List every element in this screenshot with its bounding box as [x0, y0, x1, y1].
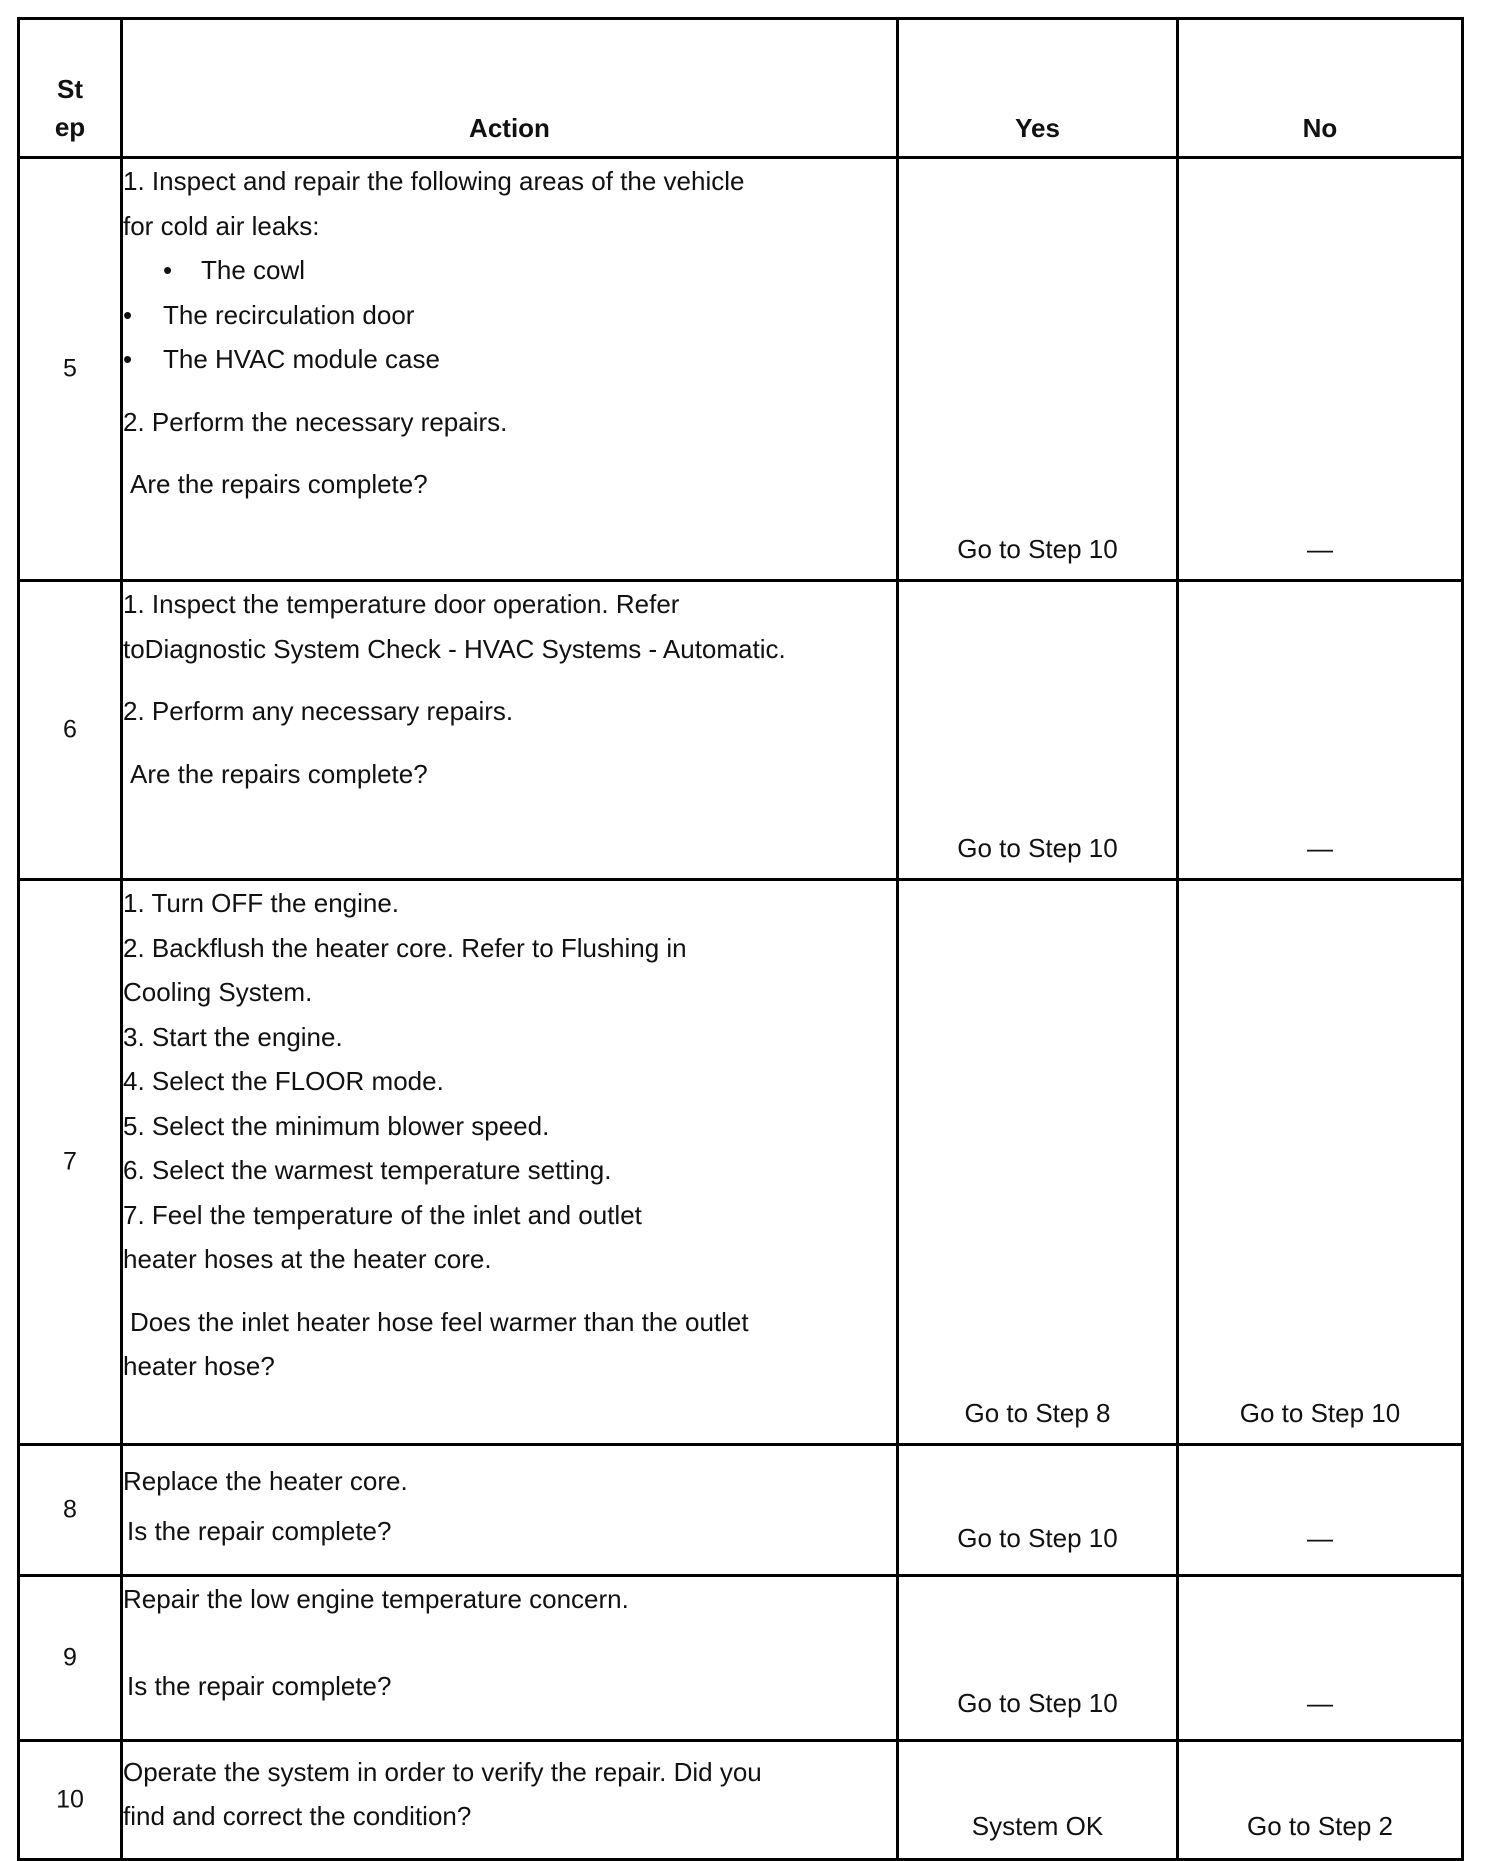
bullet-icon: • [123, 299, 133, 330]
yes-cell [898, 1741, 1178, 1860]
no-cell [1178, 581, 1463, 880]
action-line: find and correct the condition? [123, 1801, 472, 1831]
action-line: 1. Inspect the temperature door operation. Refer [123, 589, 680, 619]
step-cell [19, 1445, 122, 1576]
bullet-item: • The cowl [123, 248, 896, 293]
question-line: Is the repair complete? [127, 1670, 392, 1701]
bullet-icon: • [123, 344, 133, 374]
step-number: 8 [63, 1495, 77, 1524]
no-value: — [1307, 534, 1333, 564]
step-number: 7 [63, 1147, 77, 1176]
table-row [19, 1741, 1463, 1860]
yes-cell [898, 581, 1178, 880]
no-header: No [1178, 19, 1463, 158]
no-cell [1178, 880, 1463, 1445]
yes-cell [898, 158, 1178, 581]
yes-value: System OK [971, 1811, 1104, 1841]
question-line: Are the repairs complete? [130, 758, 428, 789]
step-cell [19, 880, 122, 1445]
table-row [19, 581, 1463, 880]
yes-cell [898, 880, 1178, 1445]
bullet-item: • The HVAC module case [123, 337, 896, 382]
step-number: 5 [63, 354, 77, 383]
yes-cell [898, 1576, 1178, 1741]
yes-value: Go to Step 8 [964, 1398, 1111, 1428]
action-line: toDiagnostic System Check - HVAC Systems - Automatic. [123, 633, 786, 664]
yes-value: Go to Step 10 [957, 534, 1118, 564]
no-cell [1178, 1445, 1463, 1576]
action-line: Replace the heater core. [123, 1466, 408, 1496]
action-line: 7. Feel the temperature of the inlet and outlet [123, 1199, 642, 1230]
action-line: Repair the low engine temperature concern. [123, 1584, 629, 1614]
action-line: 1. Inspect and repair the following areas of the vehicle [123, 166, 745, 196]
yes-value: Go to Step 10 [957, 1523, 1118, 1553]
step-number: 9 [63, 1643, 77, 1672]
action-line: 5. Select the minimum blower speed. [123, 1110, 550, 1141]
action-line: 6. Select the warmest temperature setting. [123, 1155, 612, 1185]
yes-cell [898, 1445, 1178, 1576]
step-cell [19, 158, 122, 581]
action-line: heater hoses at the heater core. [123, 1244, 492, 1274]
question-line: Is the repair complete? [127, 1516, 392, 1546]
step-header: St ep [19, 19, 122, 158]
action-cell [122, 158, 898, 581]
action-line: for cold air leaks: [123, 210, 320, 241]
yes-value: Go to Step 10 [957, 1688, 1118, 1718]
step-cell [19, 581, 122, 880]
diagnostic-table [17, 17, 1464, 1861]
action-line: 1. Turn OFF the engine. [123, 888, 400, 918]
action-cell [122, 581, 898, 880]
action-line: 2. Perform the necessary repairs. [123, 406, 508, 437]
no-value: Go to Step 2 [1247, 1811, 1393, 1841]
action-cell [122, 1445, 898, 1576]
yes-header: Yes [898, 19, 1178, 158]
no-cell [1178, 1741, 1463, 1860]
no-value: Go to Step 10 [1239, 1398, 1401, 1428]
header-row [19, 19, 1463, 158]
table-row [19, 1445, 1463, 1576]
question-line: Are the repairs complete? [130, 469, 428, 499]
bullet-item: • The recirculation door [123, 293, 896, 338]
action-line: Cooling System. [123, 977, 313, 1007]
action-line: 3. Start the engine. [123, 1021, 343, 1052]
action-line: Operate the system in order to verify the repair. Did you [123, 1757, 762, 1787]
step-cell [19, 1741, 122, 1860]
no-value: — [1307, 1688, 1333, 1718]
action-cell [122, 1576, 898, 1741]
no-cell [1178, 1576, 1463, 1741]
question-line: heater hose? [123, 1351, 275, 1381]
step-cell [19, 1576, 122, 1741]
action-header: Action [122, 19, 898, 158]
table-row [19, 1576, 1463, 1741]
table-row [19, 158, 1463, 581]
action-line: 2. Backflush the heater core. Refer to Flushing in [123, 932, 687, 963]
bullet-icon: • [163, 255, 173, 285]
yes-value: Go to Step 10 [957, 833, 1118, 863]
no-cell [1178, 158, 1463, 581]
table-row [19, 880, 1463, 1445]
no-value: — [1307, 1523, 1333, 1553]
no-value: — [1307, 833, 1333, 863]
step-number: 10 [56, 1785, 84, 1814]
action-line: 2. Perform any necessary repairs. [123, 696, 514, 726]
action-cell [122, 1741, 898, 1860]
action-line: 4. Select the FLOOR mode. [123, 1066, 444, 1096]
question-line: Does the inlet heater hose feel warmer than the outlet [130, 1306, 749, 1337]
step-number: 6 [63, 715, 77, 744]
action-cell [122, 880, 898, 1445]
